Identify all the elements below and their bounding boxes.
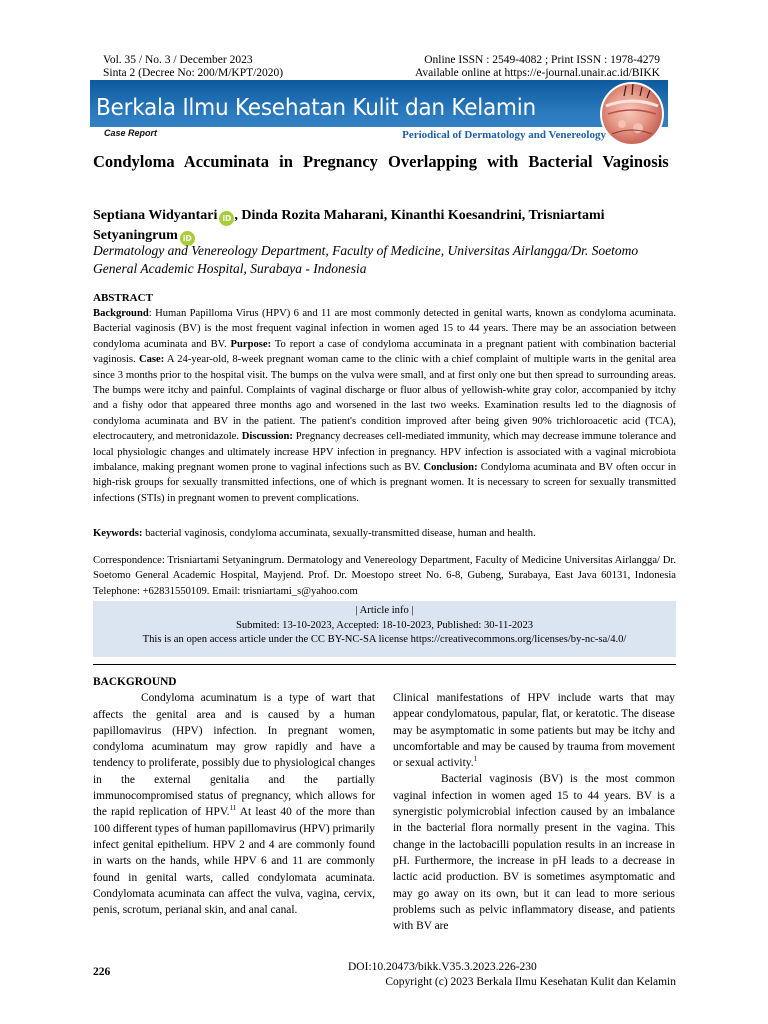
paragraph-text: Clinical manifestations of HPV include warts that may appear condylomatous, papular, flat, or keratotic. The disease may be asymptomatic in some patients but may be itchy and uncomfortable and may be caused by trauma from movement or sexual activity.: [393, 692, 675, 770]
body-paragraph: [93, 690, 375, 918]
background-label: Background: [93, 308, 149, 319]
paragraph-text: At least 40 of the more than 100 different types of human papillomavirus (HPV) primarily infect genital epithelium. HPV 2 and 4 are commonly found in warts on the hands, while HPV 6 and 11 are commonly found in genital warts, called condylomata acuminata. Condylomata acuminata can affect the vulva, vagina, cervix, penis, scrotum, perianal skin, and anal canal.: [93, 806, 375, 917]
journal-meta-left: [103, 54, 283, 80]
banner-subtitle-strip: [90, 127, 668, 144]
author-list: [93, 206, 671, 246]
conclusion-text: Condyloma acuminata and BV often occur in high-risk groups for sexually transmitted infections, one of which is pregnant women. It is necessary to screen for sexually transmitted infections (STIs) in pregnant women to prevent complications.: [93, 462, 676, 504]
article-info-label: | Article info |: [355, 605, 414, 616]
body-column-right: [393, 690, 675, 934]
journal-banner: [90, 80, 668, 144]
purpose-text: To report a case of condyloma accuminata in a pregnant patient with combination bacterial vaginosis.: [93, 338, 676, 366]
issn-text: Online ISSN : 2549-4082 ; Print ISSN : 1978-4279: [424, 54, 660, 66]
footer: [320, 960, 676, 990]
correspondence: Correspondence: Trisniartami Setyaningrum. Dermatology and Venereology Department, Faculty of Medicine Universitas Airlangga/ Dr. Soetomo General Academic Hospital, Mayjend. Prof. Dr. Moestopo street No. 6-8, Gubeng, Surabaya, East Java 60131, Indonesia Telephone: +62831550109. Email: trisniartami_s@yahoo.com: [93, 555, 676, 597]
paragraph-text: Condyloma acuminatum is a type of wart that affects the genital area and is caused by a human papillomavirus (HPV) infection. In pregnant women, condyloma acuminatum may grow rapidly and have a tendency to proliferate, possibly due to physiological changes in the external genitalia and the partially immunocompromised status of pregnancy, which allows for the rapid replication of HPV.: [93, 692, 375, 819]
journal-title: Berkala Ilmu Kesehatan Kulit dan Kelamin: [96, 93, 536, 121]
page-number: 226: [93, 966, 111, 978]
discussion-label: Discussion:: [241, 431, 293, 443]
background-text: : Human Papilloma Virus (HPV) 6 and 11 are most commonly detected in genital warts, known as condyloma acuminata. Bacterial vaginosis (BV) is the most frequent vaginal infection in women aged 15 to 44 years. There may be an association between condyloma acuminata and BV.: [93, 308, 676, 350]
skin-layers-icon: [602, 84, 662, 144]
doi-text[interactable]: DOI:10.20473/bikk.V35.3.2023.226-230: [348, 961, 537, 973]
citation-ref: 11: [229, 804, 237, 813]
case-text: A 24-year-old, 8-week pregnant woman came to the clinic with a chief complaint of multiple warts in the genital area since 3 months prior to the hospital visit. The bumps on the vulva were small, and at first only one but then spread to surrounding areas. The bumps were itchy and painful. Complaints of vaginal discharge or fluor albus of yellowish-white gray color, accompanied by itchy and a fishy odor that appeared three months ago and worsened in the last two weeks. Examination results led to the diagnosis of condyloma acuminata and BV in the patient. The patient's condition improved after being given 90% trichloroacetic acid (TCA), electrocautery, and metronidazole.: [93, 354, 676, 443]
available-online-text: Available online at https://e-journal.unair.ac.id/BIKK: [414, 67, 660, 79]
body-paragraph: [393, 690, 675, 771]
article-type-label: Case Report: [104, 128, 158, 138]
author-first: Septiana Widyantari: [93, 208, 218, 223]
skin-cross-section-logo: [600, 82, 664, 144]
orcid-icon[interactable]: iD: [219, 211, 234, 226]
affiliation: Dermatology and Venereology Department, Faculty of Medicine, Universitas Airlangga/Dr. Soetomo General Academic Hospital, Surabaya - Indonesia: [93, 243, 639, 276]
purpose-label: Purpose:: [230, 338, 272, 350]
article-info-box: [93, 601, 676, 657]
body-paragraph: Bacterial vaginosis (BV) is the most common vaginal infection in women aged 15 to 44 years. BV is a synergistic polymicrobial infection caused by an imbalance in the bacterial flora normally present in the vagina. This change in the lactobacilli population results in an increase in pH. Furthermore, the increase in pH leads to a decrease in lactic acid production. BV is sometimes asymptomatic and may go away on its own, but it can lead to more serious problems such as pelvic inflammatory disease, and patients with BV are: [393, 773, 675, 933]
section-divider: [93, 664, 676, 665]
conclusion-label: Conclusion:: [423, 462, 478, 474]
keywords-label: Keywords:: [93, 528, 143, 539]
case-label: Case:: [138, 354, 165, 366]
abstract-heading: ABSTRACT: [93, 292, 153, 304]
article-dates: Submited: 13-10-2023, Accepted: 18-10-2023, Published: 30-11-2023: [235, 619, 534, 631]
discussion-text: Pregnancy decreases cell-mediated immunity, which may decrease immune tolerance and local physiologic changes and ultimately increase HPV infection in pregnancy. HPV infection is associated with a vaginal microbiota imbalance, making pregnant women prone to vaginal infections such as BV.: [93, 431, 676, 474]
copyright-text: Copyright (c) 2023 Berkala Ilmu Kesehatan Kulit dan Kelamin: [385, 976, 676, 988]
article-title: Condyloma Accuminata in Pregnancy Overlapping with Bacterial Vaginosis: [93, 152, 669, 171]
journal-meta-right: [415, 54, 660, 80]
keywords: [93, 526, 676, 541]
sinta-text: Sinta 2 (Decree No: 200/M/KPT/2020): [103, 67, 284, 79]
author-middle: , Dinda Rozita Maharani, Kinanthi Koesandrini, Trisniartami: [234, 208, 605, 223]
abstract-body: [93, 306, 676, 506]
body-column-left: [93, 674, 375, 918]
keywords-text: bacterial vaginosis, condyloma accuminata, sexually-transmitted disease, human and health.: [142, 528, 536, 539]
citation-ref: 1: [473, 755, 478, 764]
periodical-subtitle: Periodical of Dermatology and Venereology: [402, 129, 606, 141]
license-text[interactable]: This is an open access article under the CC BY-NC-SA license https://creativecommons.org/licenses/by-nc-sa/4.0/: [142, 634, 627, 645]
author-last: Setyaningrum: [93, 228, 178, 243]
background-heading: BACKGROUND: [93, 676, 177, 688]
volume-text: Vol. 35 / No. 3 / December 2023: [103, 54, 253, 66]
orcid-icon[interactable]: iD: [180, 231, 195, 246]
